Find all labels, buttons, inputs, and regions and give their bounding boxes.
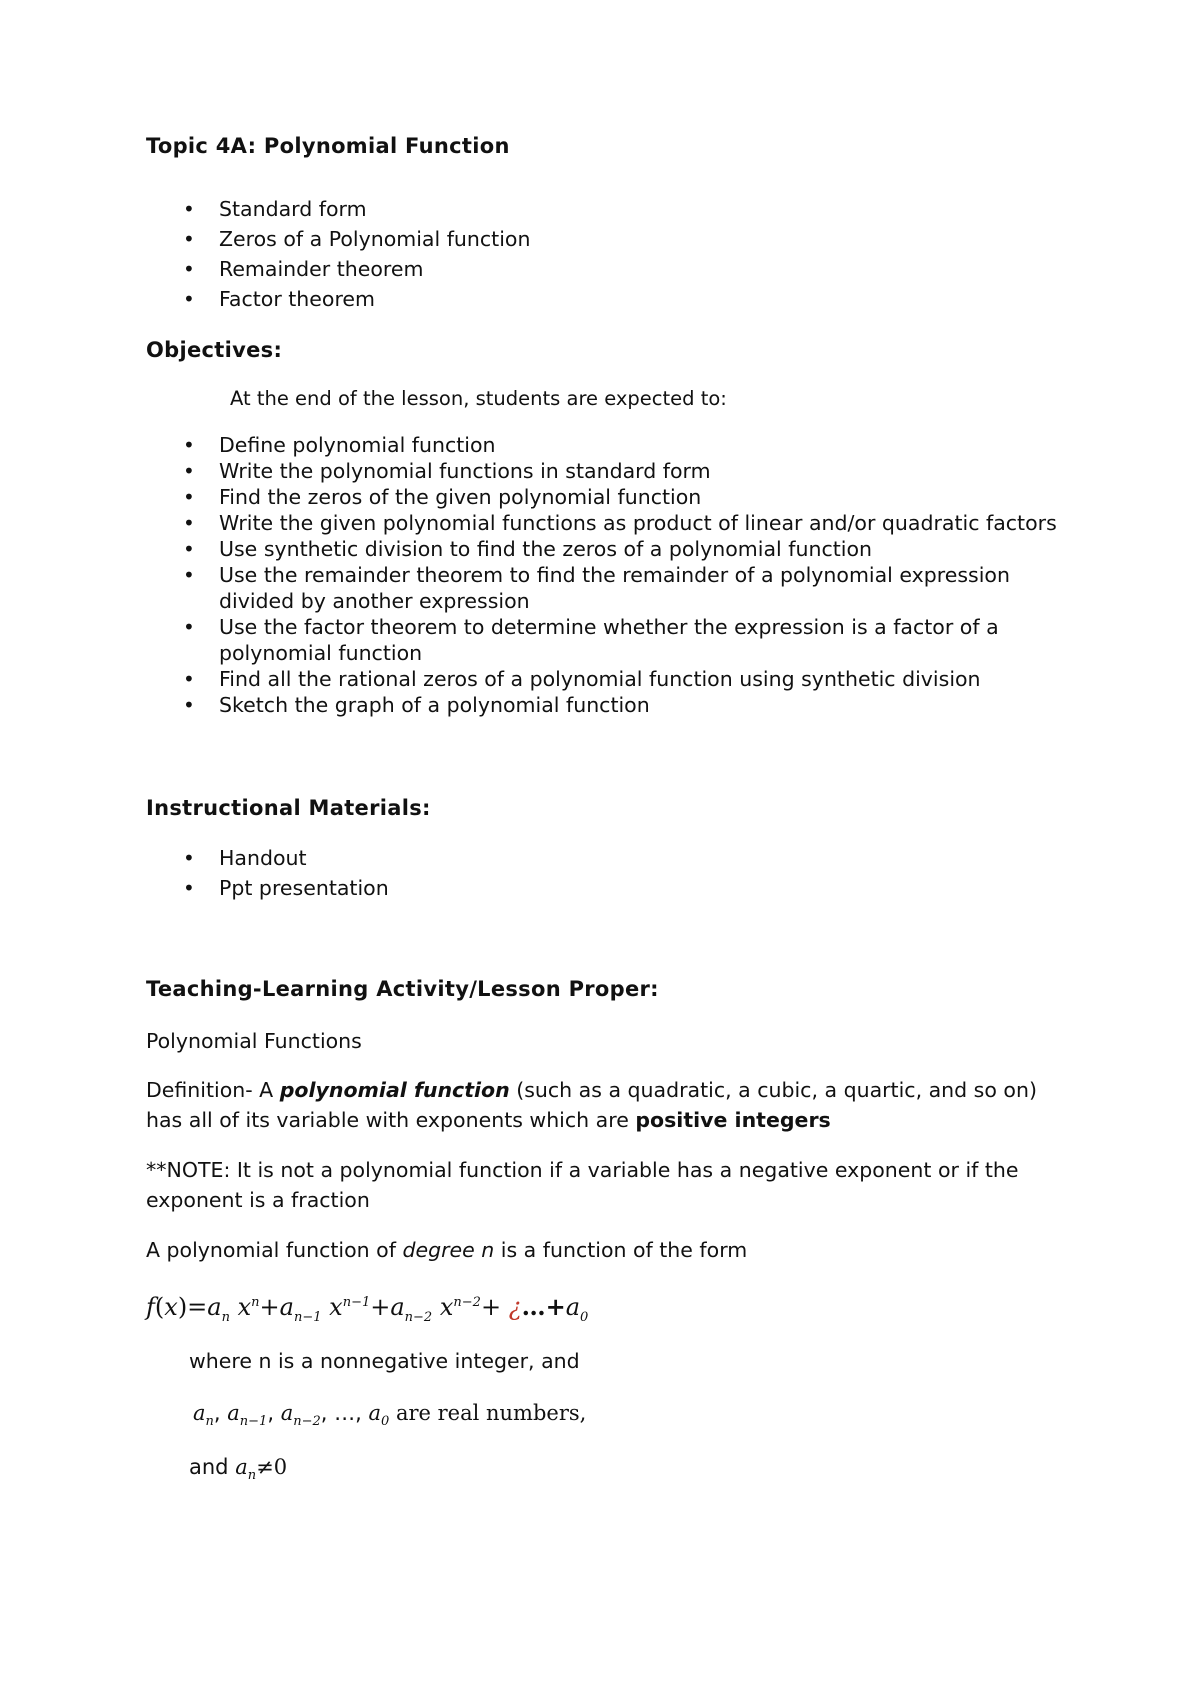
list-item: • Remainder theorem [146,254,1066,284]
list-item: • Use the factor theorem to determine whether the expression is a factor of a polynomial function [146,614,1066,666]
coefficients-line: $a_n$, $a_{n-1}$, $a_{n-2}$, …, $a_0$ are real numbers, [193,1401,587,1430]
form-pre: A polynomial function of [146,1238,403,1262]
materials-list [146,843,1066,903]
list-item: • Zeros of a Polynomial function [146,224,1066,254]
list-item: • Define polynomial function [146,432,1066,458]
definition-bold: positive integers [635,1108,831,1132]
lesson-heading: Teaching-Learning Activity/Lesson Proper: [146,977,659,1001]
list-item: • Use the remainder theorem to find the remainder of a polynomial expression divided by another expression [146,562,1066,614]
definition-mid: (such as a quadratic, a cubic, a quartic, and so on) has all of its variable with exponents which are [146,1078,1037,1132]
lesson-subtitle: Polynomial Functions [146,1029,362,1053]
list-item: • Standard form [146,194,1066,224]
topic-list [146,194,1066,314]
objectives-list [146,432,1066,718]
form-paragraph [146,1235,1066,1265]
definition-term: polynomial function [279,1078,510,1102]
form-post: is a function of the form [494,1238,748,1262]
polynomial-formula: $f(x)=a_n$ $x^n+a_{n-1}$ $x^{n-1}+a_{n-2}$ $x^{n-2}+$ ¿$\dots+a_0$ [146,1292,589,1325]
definition-paragraph [146,1075,1066,1135]
where-line: where n is a nonnegative integer, and [189,1349,580,1373]
list-item: • Ppt presentation [146,873,1066,903]
list-item: • Use synthetic division to find the zeros of a polynomial function [146,536,1066,562]
topic-title: Topic 4A: Polynomial Function [146,134,510,158]
materials-heading: Instructional Materials: [146,796,431,820]
objectives-heading: Objectives: [146,338,283,362]
list-item: • Handout [146,843,1066,873]
objectives-intro: At the end of the lesson, students are expected to: [230,387,727,410]
condition-line: and $a_n\ne 0$ [189,1455,288,1484]
coeff-suffix: are real numbers, [389,1401,587,1425]
form-term: degree n [402,1238,495,1262]
list-item: • Factor theorem [146,284,1066,314]
list-item: • Find the zeros of the given polynomial function [146,484,1066,510]
definition-pre: Definition- A [146,1078,280,1102]
list-item: • Write the polynomial functions in standard form [146,458,1066,484]
list-item: • Find all the rational zeros of a polynomial function using synthetic division [146,666,1066,692]
list-item: • Sketch the graph of a polynomial function [146,692,1066,718]
list-item: • Write the given polynomial functions as product of linear and/or quadratic factors [146,510,1066,536]
and-prefix: and [189,1455,236,1479]
note-paragraph: **NOTE: It is not a polynomial function if a variable has a negative exponent or if the exponent is a fraction [146,1158,1019,1212]
